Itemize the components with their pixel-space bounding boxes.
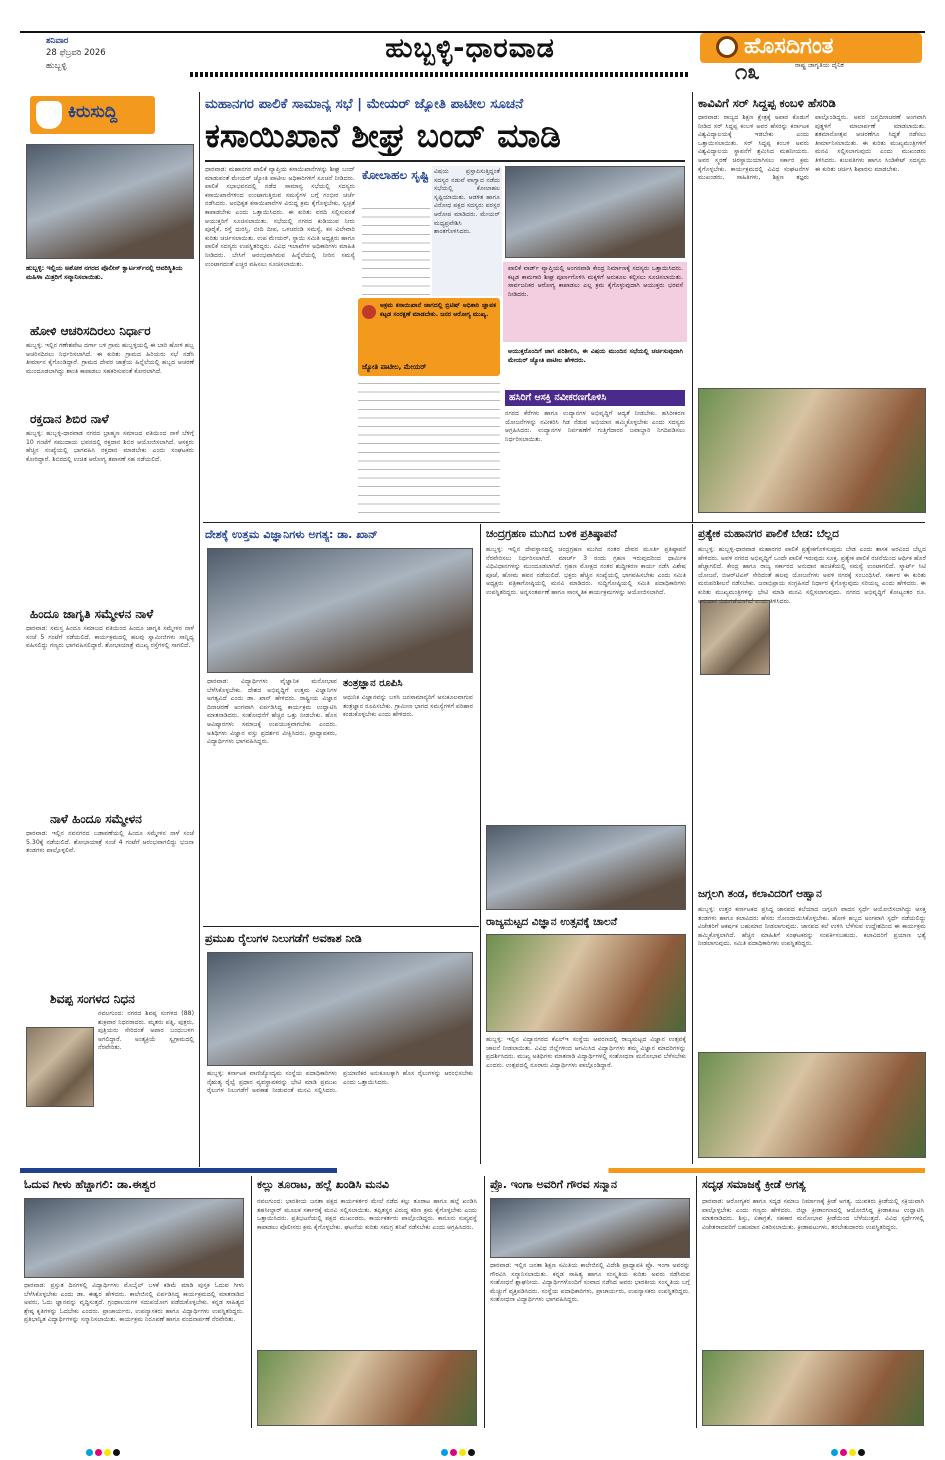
koolahala-label: ಕೋಲಾಹಲ ಸೃಷ್ಟಿ — [362, 168, 429, 182]
column-divider — [484, 1176, 485, 1428]
lead-rule — [205, 160, 685, 162]
page-number: ೧೩ — [735, 60, 760, 85]
kirusuddi-column — [22, 92, 197, 1172]
section-divider — [203, 522, 925, 523]
eclipse-photo — [486, 825, 686, 910]
header-day: ಶನಿವಾರ — [46, 36, 69, 46]
brief-title: ರಕ್ತದಾನ ಶಿಬಿರ ನಾಳೆ — [30, 412, 109, 426]
brief-text: ಧಾರವಾಡ: ಇಲ್ಲಿನ ನವನಗರದ ಬಡಾವಣೆಯಲ್ಲಿ ಹಿಂದೂ ಸಮ್ಮೇಳನ ನಾಳೆ ಸಂಜೆ 5.30ಕ್ಕೆ ನಡೆಯಲಿದೆ. ಶೋಭಾಯಾತ್ರೆ ಸಂಜೆ 4 ಗಂಟೆಗೆ ಆರಂಭವಾಗಲಿದ್ದು ಭಜನಾ ತಂಡಗಳು ಪಾಲ್ಗೊಳ್ಳಲಿವೆ. — [26, 830, 194, 855]
quote-text: ಅಕ್ರಮ ಕಸಾಯಿಖಾನೆ ಜಾಗದಲ್ಲಿ ಬ್ರಿಟಿಷ್ ಅಧಿಕಾರಿ ಜ್ಞಾಪಕ ಕಟ್ಟಡ ಸಂರಕ್ಷಣೆ ಮಾಡಬೇಕು. ಜನರ ಆರೋಗ್ಯ ಮುಖ್ಯ. — [380, 302, 496, 318]
lead-photo — [505, 166, 685, 258]
bottom-story-photo — [24, 1198, 244, 1278]
brief-title: ಶಿವಪ್ಪ ಸಂಗಳದ ನಿಧನ — [50, 992, 135, 1006]
print-registration-marks — [85, 1441, 121, 1460]
header-date: 28 ಫೆಬ್ರವರಿ 2026 — [46, 48, 106, 58]
railway-text: ಹುಬ್ಬಳ್ಳಿ: ಕರ್ನಾಟಕ ವಾಣಿಜ್ಯೋದ್ಯಮ ಸಂಸ್ಥೆಯ ಪದಾಧಿಕಾರಿಗಳು ನೈಋತ್ಯ ರೈಲ್ವೆ ಪ್ರಧಾನ ವ್ಯವಸ್ಥಾಪಕರನ್ನು ಭೇಟಿ ಮಾಡಿ ಪ್ರಮುಖ ರೈಲುಗಳ ನಿಲುಗಡೆಗೆ ಅವಕಾಶ ನೀಡುವಂತೆ ಮನವಿ ಸಲ್ಲಿಸಿದರು. ಪ್ರಯಾಣಿಕರ ಅನುಕೂಲಕ್ಕಾಗಿ ಹೊಸ ರೈಲುಗಳನ್ನು ಆರಂಭಿಸಬೇಕು ಎಂದು ಒತ್ತಾಯಿಸಿದರು. — [207, 1070, 473, 1095]
palike-title: ಪ್ರತ್ಯೇಕ ಮಹಾನಗರ ಪಾಲಿಕೆ ಬೇಡ: ಬೆಲ್ಲದ — [698, 528, 839, 540]
railway-title: ಪ್ರಮುಖ ರೈಲುಗಳ ನಿಲುಗಡೆಗೆ ಅವಕಾಶ ನೀಡಿ — [205, 932, 362, 945]
scientists-text: ಧಾರವಾಡ: ವಿದ್ಯಾರ್ಥಿಗಳು ವೈಜ್ಞಾನಿಕ ಮನೋಭಾವ ಬೆಳೆಸಿಕೊಳ್ಳಬೇಕು. ದೇಶದ ಅಭಿವೃದ್ಧಿಗೆ ಉತ್ತಮ ವಿಜ್ಞಾನಿಗಳ ಅಗತ್ಯವಿದೆ ಎಂದು ಡಾ. ಖಾನ್ ಹೇಳಿದರು. ರಾಷ್ಟ್ರೀಯ ವಿಜ್ಞಾನ ದಿನಾಚರಣೆ ಅಂಗವಾಗಿ ಏರ್ಪಡಿಸಿದ್ದ ಕಾರ್ಯಕ್ರಮ ಉದ್ಘಾಟಿಸಿ ಮಾತನಾಡಿದರು. ಸಂಶೋಧನೆಗೆ ಹೆಚ್ಚಿನ ಒತ್ತು ನೀಡಬೇಕು. ಹೊಸ ಆವಿಷ್ಕಾರಗಳು ಸಮಾಜಕ್ಕೆ ಉಪಯುಕ್ತವಾಗಬೇಕು ಎಂದರು. ಅತಿಥಿಗಳು ವಿಜ್ಞಾನ ವಸ್ತು ಪ್ರದರ್ಶನ ವೀಕ್ಷಿಸಿದರು. ಪ್ರಾಧ್ಯಾಪಕರು, ವಿದ್ಯಾರ್ಥಿಗಳು ಭಾಗವಹಿಸಿದ್ದರು. — [207, 678, 337, 746]
column-divider — [480, 524, 481, 1164]
bottom-divider-bar — [20, 1168, 925, 1173]
kavivi-text: ಧಾರವಾಡ: ರಾಜ್ಯದ ಶಿಕ್ಷಣ ಕ್ಷೇತ್ರಕ್ಕೆ ಅಪಾರ ಕೊಡುಗೆ ನೀಡಿದ ಸರ್ ಸಿದ್ದಪ್ಪ ಕಂಬಳಿ ಅವರ ಹೆಸರನ್ನು ಕರ್ನಾಟಕ ವಿಶ್ವವಿದ್ಯಾಲಯಕ್ಕೆ ಇಡಬೇಕು ಎಂದು ಒತ್ತಾಯಿಸಲಾಯಿತು. ಸರ್ ಸಿದ್ದಪ್ಪ ಕಂಬಳಿ ಅವರು ವಿಶ್ವವಿದ್ಯಾಲಯ ಸ್ಥಾಪನೆಗೆ ಶ್ರಮಿಸಿದ ಮಹನೀಯರು. ಅವರ ಸ್ಮರಣೆ ಚಿರಸ್ಥಾಯಿಯಾಗಿಸಲು ಸರ್ಕಾರ ಕ್ರಮ ಕೈಗೊಳ್ಳಬೇಕು. ಕಾರ್ಯಕ್ರಮದಲ್ಲಿ ವಿವಿಧ ಸಂಘಟನೆಗಳ ಮುಖಂಡರು, ಸಾಹಿತಿಗಳು, ಶಿಕ್ಷಣ ತಜ್ಞರು ಪಾಲ್ಗೊಂಡಿದ್ದರು. ಅವರ ಜನ್ಮದಿನಾಚರಣೆ ಅಂಗವಾಗಿ ಪುತ್ಥಳಿಗೆ ಮಾಲಾರ್ಪಣೆ ಮಾಡಲಾಯಿತು. ಶತಮಾನೋತ್ಸವ ಆಚರಣೆಗೂ ಸಿದ್ಧತೆ ನಡೆಸಲು ತೀರ್ಮಾನಿಸಲಾಯಿತು. ಈ ಕುರಿತು ಮುಖ್ಯಮಂತ್ರಿಗಳಿಗೆ ಮನವಿ ಸಲ್ಲಿಸಲಾಗುವುದು ಎಂದು ಮುಖಂಡರು ತಿಳಿಸಿದರು. ಕುಲಪತಿಗಳು ಹಾಗೂ ಸಿಂಡಿಕೇಟ್ ಸದಸ್ಯರು ಈ ಕುರಿತು ಚರ್ಚಿಸಿ ಶಿಫಾರಸು ಮಾಡಬೇಕು. — [698, 114, 926, 182]
palike-text: ಹುಬ್ಬಳ್ಳಿ: ಹುಬ್ಬಳ್ಳಿ-ಧಾರವಾಡ ಮಹಾನಗರ ಪಾಲಿಕೆ ಪ್ರತ್ಯೇಕಗೊಳಿಸುವುದು ಬೇಡ ಎಂದು ಶಾಸಕ ಅರವಿಂದ ಬೆಲ್ಲದ ಹೇಳಿದರು. ಅವಳಿ ನಗರದ ಅಭಿವೃದ್ಧಿಗೆ ಒಂದೇ ಪಾಲಿಕೆ ಇರುವುದು ಸೂಕ್ತ. ಪ್ರತ್ಯೇಕ ಪಾಲಿಕೆ ರಚನೆಯಿಂದ ಆರ್ಥಿಕ ಹೊರೆ ಹೆಚ್ಚಾಗಲಿದೆ. ಕೇಂದ್ರ ಹಾಗೂ ರಾಜ್ಯ ಸರ್ಕಾರದ ಅನುದಾನ ಹಂಚಿಕೆಯಲ್ಲಿ ಸಮಸ್ಯೆ ಉಂಟಾಗಲಿದೆ. ಸ್ಮಾರ್ಟ್ ಸಿಟಿ ಯೋಜನೆ, ಬಿಆರ್‌ಟಿಎಸ್ ಸೇರಿದಂತೆ ಹಲವು ಯೋಜನೆಗಳು ಅವಳಿ ನಗರಕ್ಕೆ ಸಂಬಂಧಿಸಿವೆ. ಸರ್ಕಾರ ಈ ಕುರಿತು ಮರುಪರಿಶೀಲನೆ ನಡೆಸಬೇಕು. ಜನಾಭಿಪ್ರಾಯ ಸಂಗ್ರಹಿಸದೆ ನಿರ್ಧಾರ ಕೈಗೊಳ್ಳುವುದು ಸರಿಯಲ್ಲ ಎಂದು ಹೇಳಿದರು. ಈ ಕುರಿತು ಮುಖ್ಯಮಂತ್ರಿಗಳನ್ನು ಭೇಟಿ ಮಾಡಿ ಮನವಿ ಸಲ್ಲಿಸಲಾಗುವುದು. ನಗರದ ಅಭಿವೃದ್ಧಿಗೆ ಕೋಟ್ಯಂತರ ರೂ. ಅನುದಾನ ಬಿಡುಗಡೆಯಾಗಿದೆ ಎಂದು ತಿಳಿಸಿದರು. — [698, 546, 926, 605]
bottom-story-title: ಓದುವ ಗೀಳು ಹೆಚ್ಚಾಗಲಿ: ಡಾ.ಈಶ್ವರ — [24, 1178, 156, 1191]
bottom-story — [488, 1178, 693, 1428]
bottom-story-photo — [490, 1198, 690, 1258]
section-underline — [190, 72, 690, 77]
brief-text: ನವಲಗುಂದ: ನಗರದ ಶಿವಪ್ಪ ಸಂಗಳದ (88) ಶುಕ್ರವಾರ ನಿಧನರಾದರು. ಮೃತರು ಪತ್ನಿ, ಪುತ್ರರು, ಪುತ್ರಿಯರು ಸೇರಿದಂತೆ ಅಪಾರ ಬಂಧುಬಳಗ ಅಗಲಿದ್ದಾರೆ. ಅಂತ್ಯಕ್ರಿಯೆ ಸ್ವಗ್ರಾಮದಲ್ಲಿ ನೆರವೇರಿತು. — [98, 1010, 194, 1052]
column-divider — [251, 1176, 252, 1428]
bottom-story-text: ನವಲಗುಂದ: ಭಾರತೀಯ ಜನತಾ ಪಕ್ಷದ ಕಾರ್ಯಕರ್ತರ ಮೇಲೆ ನಡೆದ ಕಲ್ಲು ತೂರಾಟ ಹಾಗೂ ಹಲ್ಲೆ ಖಂಡಿಸಿ ತಹಸೀಲ್ದಾರ್ ಮೂಲಕ ಸರ್ಕಾರಕ್ಕೆ ಮನವಿ ಸಲ್ಲಿಸಲಾಯಿತು. ತಪ್ಪಿತಸ್ಥರ ವಿರುದ್ಧ ಕಠಿಣ ಕ್ರಮ ಕೈಗೊಳ್ಳಬೇಕು ಎಂದು ಒತ್ತಾಯಿಸಿದರು. ಪ್ರತಿಭಟನೆಯಲ್ಲಿ ಪಕ್ಷದ ಮುಖಂಡರು, ಕಾರ್ಯಕರ್ತರು ಪಾಲ್ಗೊಂಡಿದ್ದರು. ಕಾನೂನು ಸುವ್ಯವಸ್ಥೆ ಕಾಪಾಡಲು ಪೊಲೀಸರು ಕ್ರಮ ಕೈಗೊಳ್ಳಬೇಕು. ಘಟನೆಯ ಕುರಿತು ಸಮಗ್ರ ತನಿಖೆ ನಡೆಸಬೇಕು ಎಂದು ಆಗ್ರಹಿಸಿದರು. — [257, 1198, 477, 1231]
hand-icon — [36, 101, 62, 129]
kirusuddi-photo-caption: ಹುಬ್ಬಳ್ಳಿ: ಇಲ್ಲಿಯ ಅಶೋಕ ನಗರದ ಪೊಲೀಸ್ ಕ್ವಾರ್ಟರ್ಸ್‌ನಲ್ಲಿ ಆವರಿಸ್ಥಿತಿಯ ಮಹಿಳಾ ಮಿತ್ರರಿಗೆ ಸನ್ಮಾನಿಸಲಾಯಿತು. — [26, 264, 183, 281]
page-header — [0, 0, 945, 88]
brand-logo-icon — [716, 36, 738, 58]
bottom-story-text: ಧಾರವಾಡ: ಪ್ರಸ್ತುತ ದಿನಗಳಲ್ಲಿ ವಿದ್ಯಾರ್ಥಿಗಳು ಮೊಬೈಲ್ ಬಳಕೆ ಕಡಿಮೆ ಮಾಡಿ ಪುಸ್ತಕ ಓದುವ ಗೀಳು ಬೆಳೆಸಿಕೊಳ್ಳಬೇಕು ಎಂದು ಡಾ. ಈಶ್ವರ ಹೇಳಿದರು. ಕಾಲೇಜಿನಲ್ಲಿ ಏರ್ಪಡಿಸಿದ್ದ ಕಾರ್ಯಕ್ರಮದಲ್ಲಿ ಮಾತನಾಡಿದ ಅವರು, ಓದು ಜ್ಞಾನವನ್ನು ವೃದ್ಧಿಸುತ್ತದೆ. ಗ್ರಂಥಾಲಯಗಳ ಸದುಪಯೋಗ ಪಡೆದುಕೊಳ್ಳಬೇಕು. ಕನ್ನಡ ಸಾಹಿತ್ಯದ ಶ್ರೇಷ್ಠ ಕೃತಿಗಳನ್ನು ಓದಬೇಕು ಎಂದರು. ಪ್ರಾಚಾರ್ಯರು, ಉಪನ್ಯಾಸಕರು ಹಾಗೂ ವಿದ್ಯಾರ್ಥಿಗಳು ಉಪಸ್ಥಿತರಿದ್ದರು. ಪ್ರತಿಭಾನ್ವಿತ ವಿದ್ಯಾರ್ಥಿಗಳನ್ನು ಸನ್ಮಾನಿಸಲಾಯಿತು. ಕಾರ್ಯಕ್ರಮ ನಿರೂಪಣೆ ಹಾಗೂ ವಂದನಾರ್ಪಣೆ ನೆರವೇರಿತು. — [24, 1282, 244, 1324]
vijnana-text: ಹುಬ್ಬಳ್ಳಿ: ಇಲ್ಲಿನ ವಿದ್ಯಾನಗರದ ಕೆಎಲ್‌ಇ ಸಂಸ್ಥೆಯ ಆವರಣದಲ್ಲಿ ರಾಜ್ಯಮಟ್ಟದ ವಿಜ್ಞಾನ ಉತ್ಸವಕ್ಕೆ ಚಾಲನೆ ನೀಡಲಾಯಿತು. ವಿವಿಧ ಜಿಲ್ಲೆಗಳಿಂದ ಆಗಮಿಸಿದ ವಿದ್ಯಾರ್ಥಿಗಳು ತಮ್ಮ ವಿಜ್ಞಾನ ಮಾದರಿಗಳನ್ನು ಪ್ರದರ್ಶಿಸಿದರು. ಮುಖ್ಯ ಅತಿಥಿಗಳು ಮಾತನಾಡಿ ವಿದ್ಯಾರ್ಥಿಗಳಲ್ಲಿ ಸಂಶೋಧನಾ ಮನೋಭಾವ ಬೆಳೆಸಬೇಕು ಎಂದರು. ಉತ್ಸವದಲ್ಲಿ ನೂರಾರು ವಿದ್ಯಾರ್ಥಿಗಳು ಪಾಲ್ಗೊಂಡಿದ್ದಾರೆ. — [486, 1036, 686, 1069]
scientists-subtext: ಆಧುನಿಕ ವಿಜ್ಞಾನವನ್ನು ಬಳಸಿ ಜನಸಾಮಾನ್ಯರಿಗೆ ಅನುಕೂಲವಾಗುವ ತಂತ್ರಜ್ಞಾನ ರೂಪಿಸಬೇಕು. ಗ್ರಾಮೀಣ ಭಾಗದ ಸಮಸ್ಯೆಗಳಿಗೆ ಪರಿಹಾರ ಕಂಡುಕೊಳ್ಳಬೇಕು ಎಂದು ಹೇಳಿದರು. — [343, 694, 473, 719]
lead-kicker: ಮಹಾನಗರ ಪಾಲಿಕೆ ಸಾಮಾನ್ಯ ಸಭೆ | ಮೇಯರ್ ಜ್ಯೋತಿ ಪಾಟೀಲ ಸೂಚನೆ — [205, 96, 524, 112]
bottom-story-text: ಧಾರವಾಡ: ಇಲ್ಲಿನ ಜನತಾ ಶಿಕ್ಷಣ ಸಮಿತಿಯ ಕಾಲೇಜಿನಲ್ಲಿ ವಿದೇಶಿ ಪ್ರಾಧ್ಯಾಪಕಿ ಪ್ರೊ. ಇಂಗಾ ಅವರನ್ನು ಗೌರವಿಸಿ ಸನ್ಮಾನಿಸಲಾಯಿತು. ಕನ್ನಡ ಸಾಹಿತ್ಯ ಹಾಗೂ ಸಂಸ್ಕೃತಿಯ ಕುರಿತು ಅವರು ನಡೆಸಿರುವ ಸಂಶೋಧನೆ ಶ್ಲಾಘನೀಯ. ವಿದ್ಯಾರ್ಥಿಗಳೊಂದಿಗೆ ಸಂವಾದ ನಡೆಸಿದ ಅವರು ಭಾರತೀಯ ಸಂಸ್ಕೃತಿಯ ಬಗ್ಗೆ ಮೆಚ್ಚುಗೆ ವ್ಯಕ್ತಪಡಿಸಿದರು. ಸಂಸ್ಥೆಯ ಪದಾಧಿಕಾರಿಗಳು, ಪ್ರಾಚಾರ್ಯರು, ಉಪನ್ಯಾಸಕರು ಉಪಸ್ಥಿತರಿದ್ದರು. ಸಂಶೋಧನಾ ವಿದ್ಯಾರ್ಥಿಗಳು ಭಾಗವಹಿಸಿದ್ದರು. — [490, 1262, 690, 1304]
scientists-title: ದೇಶಕ್ಕೆ ಉತ್ತಮ ವಿಜ್ಞಾನಿಗಳು ಅಗತ್ಯ: ಡಾ. ಖಾನ್ — [205, 528, 378, 541]
kirusuddi-title: ಕಿರುಸುದ್ದಿ — [68, 102, 118, 122]
column-divider — [692, 524, 693, 1164]
brand-name: ಹೊಸದಿಗಂತ — [744, 34, 834, 59]
column-divider — [692, 92, 693, 522]
section-divider — [203, 926, 479, 927]
column-divider — [199, 92, 200, 1167]
scientists-subtitle: ತಂತ್ರಜ್ಞಾನ ರೂಪಿಸಿ — [343, 678, 403, 689]
quote-author: ಜ್ಯೋತಿ ಪಾಟೀಲ, ಮೇಯರ್ — [362, 363, 427, 371]
lead-text-col2 — [362, 205, 430, 297]
jaggalagi-title: ಜಗ್ಗಲಗಿ ತಂಡ, ಕಲಾವಿದರಿಗೆ ಆಹ್ವಾನ — [698, 888, 822, 900]
bullet-text-1: ಪಾಲಿಕೆ ವಾರ್ಡ್ ವ್ಯಾಪ್ತಿಯಲ್ಲಿ ಅಂಗನವಾಡಿ ಕೇಂದ್ರ ನಿರ್ಮಾಣಕ್ಕೆ ಸದಸ್ಯರು ಒತ್ತಾಯಿಸಿದರು. ಕಟ್ಟಡ ಕಾಮಗಾರಿ ಶೀಘ್ರ ಪೂರ್ಣಗೊಳಿಸಿ ಮಕ್ಕಳಿಗೆ ಅನುಕೂಲ ಕಲ್ಪಿಸಲು ಸೂಚಿಸಲಾಯಿತು. ಸಾರ್ವಜನಿಕರ ಆರೋಗ್ಯ ಕಾಪಾಡಲು ಎಲ್ಲ ಕ್ರಮ ಕೈಗೊಳ್ಳುವುದಾಗಿ ಆಯುಕ್ತರು ಭರವಸೆ ನೀಡಿದರು. — [508, 265, 683, 298]
column-divider — [696, 1176, 697, 1428]
bottom-story — [700, 1178, 926, 1428]
brief-title: ನಾಳೆ ಹಿಂದೂ ಸಮ್ಮೇಳನ — [50, 812, 142, 826]
print-registration-marks — [830, 1441, 866, 1460]
vijnana-title: ರಾಜ್ಯಮಟ್ಟದ ವಿಜ್ಞಾನ ಉತ್ಸವಕ್ಕೆ ಚಾಲನೆ — [486, 916, 618, 928]
bottom-story-photo — [257, 1350, 477, 1426]
bottom-story-photo — [702, 1350, 924, 1426]
brief-text: ಹುಬ್ಬಳ್ಳಿ: ಇಲ್ಲಿನ ಗಣೇಶಪೇಟ ದರ್ಗಾ ಬಳಿ ಗ್ರಾಮ ಹುಬ್ಬಳ್ಳಿಯಲ್ಲಿ ಈ ಬಾರಿ ಹೋಳಿ ಹಬ್ಬ ಆಚರಿಸದಿರಲು ನಿರ್ಧರಿಸಲಾಗಿದೆ. ಈ ಕುರಿತು ಗ್ರಾಮದ ಹಿರಿಯರು ಸಭೆ ನಡೆಸಿ ತೀರ್ಮಾನ ಕೈಗೊಂಡಿದ್ದಾರೆ. ಗ್ರಾಮದ ದೇವರ ಜಾತ್ರೆಯ ಹಿನ್ನೆಲೆಯಲ್ಲಿ ಹಬ್ಬದ ಆಚರಣೆ ಮುಂದೂಡಲಾಗಿದ್ದು ಶಾಂತಿ ಕಾಪಾಡಲು ಸಹಕರಿಸುವಂತೆ ಕೋರಲಾಗಿದೆ. — [26, 342, 194, 375]
obituary-photo — [26, 1027, 94, 1107]
scientists-photo — [207, 548, 473, 673]
lead-text-col3 — [358, 380, 500, 516]
hasi-text: ನಗರದ ಕೆರೆಗಳು ಹಾಗೂ ಉದ್ಯಾನಗಳ ಅಭಿವೃದ್ಧಿಗೆ ಆದ್ಯತೆ ನೀಡಬೇಕು. ಹಸಿರೀಕರಣ ಯೋಜನೆಗಳನ್ನು ನವೀಕರಿಸಿ ಗಿಡ ನೆಡುವ ಅಭಿಯಾನ ಹಮ್ಮಿಕೊಳ್ಳಬೇಕು ಎಂದು ಸದಸ್ಯರು ಆಗ್ರಹಿಸಿದರು. ಉದ್ಯಾನಗಳ ನಿರ್ವಹಣೆಗೆ ಗುತ್ತಿಗೆದಾರರ ಜವಾಬ್ದಾರಿ ನಿಗದಿಪಡಿಸಲು ನಿರ್ಧರಿಸಲಾಯಿತು. — [505, 410, 685, 443]
brief-text: ಧಾರವಾಡ: ಸಮಸ್ತ ಹಿಂದೂ ಸಮಾಜದ ವತಿಯಿಂದ ಹಿಂದೂ ಜಾಗೃತಿ ಸಮ್ಮೇಳನ ನಾಳೆ ಸಂಜೆ 5 ಗಂಟೆಗೆ ನಡೆಯಲಿದೆ. ಕಾರ್ಯಕ್ರಮದಲ್ಲಿ ಹಲವು ಸ್ವಾಮೀಜಿಗಳು ಸಾನ್ನಿಧ್ಯ ವಹಿಸಲಿದ್ದು ಗಣ್ಯರು ಭಾಗವಹಿಸಲಿದ್ದಾರೆ. ಶೋಭಾಯಾತ್ರೆ ಮುಖ್ಯ ರಸ್ತೆಗಳಲ್ಲಿ ಸಾಗಲಿದೆ. — [26, 625, 194, 650]
brief-text: ಹುಬ್ಬಳ್ಳಿ: ಹುಬ್ಬಳ್ಳಿ-ಧಾರವಾಡ ನಗರದ ಬ್ರಾಹ್ಮಣ ಸಮಾಜದ ವತಿಯಿಂದ ನಾಳೆ ಬೆಳಿಗ್ಗೆ 10 ಗಂಟೆಗೆ ಸಮುದಾಯ ಭವನದಲ್ಲಿ ರಕ್ತದಾನ ಶಿಬಿರ ಆಯೋಜಿಸಲಾಗಿದೆ. ಆಸಕ್ತರು ಹೆಚ್ಚಿನ ಸಂಖ್ಯೆಯಲ್ಲಿ ಭಾಗವಹಿಸಿ ರಕ್ತದಾನ ಮಾಡಬೇಕು ಎಂದು ಸಂಘಟಕರು ಕೋರಿದ್ದಾರೆ. ಶಿಬಿರದಲ್ಲಿ ಉಚಿತ ಆರೋಗ್ಯ ತಪಾಸಣೆ ಸಹ ನಡೆಯಲಿದೆ. — [26, 430, 194, 463]
bottom-story — [22, 1178, 247, 1428]
bottom-story-title: ಕಲ್ಲು ತೂರಾಟ, ಹಲ್ಲೆ ಖಂಡಿಸಿ ಮನವಿ — [257, 1178, 389, 1191]
lead-text: ಧಾರವಾಡ: ಮಹಾನಗರ ಪಾಲಿಕೆ ವ್ಯಾಪ್ತಿಯ ಕಸಾಯಿಖಾನೆಗಳನ್ನು ಶೀಘ್ರ ಬಂದ್ ಮಾಡುವಂತೆ ಮೇಯರ್ ಜ್ಯೋತಿ ಪಾಟೀಲ ಅಧಿಕಾರಿಗಳಿಗೆ ಸೂಚನೆ ನೀಡಿದರು. ಪಾಲಿಕೆ ಸಭಾಭವನದಲ್ಲಿ ನಡೆದ ಸಾಮಾನ್ಯ ಸಭೆಯಲ್ಲಿ ಸದಸ್ಯರು ಕಸಾಯಿಖಾನೆಗಳಿಂದ ಉಂಟಾಗುತ್ತಿರುವ ಸಮಸ್ಯೆಗಳ ಬಗ್ಗೆ ಗಂಭೀರ ಚರ್ಚೆ ನಡೆಸಿದರು. ಅನಧಿಕೃತ ಕಸಾಯಿಖಾನೆಗಳ ವಿರುದ್ಧ ಕ್ರಮ ಕೈಗೊಳ್ಳಬೇಕು, ಸ್ವಚ್ಛತೆ ಕಾಪಾಡಬೇಕು ಎಂದು ಒತ್ತಾಯಿಸಿದರು. ಈ ಕುರಿತು ವರದಿ ಸಲ್ಲಿಸುವಂತೆ ಆಯುಕ್ತರಿಗೆ ಸೂಚಿಸಲಾಯಿತು. ಸಭೆಯಲ್ಲಿ ನಗರದ ಕುಡಿಯುವ ನೀರು ಪೂರೈಕೆ, ರಸ್ತೆ ದುರಸ್ತಿ, ಬೀದಿ ದೀಪ, ಒಳಚರಂಡಿ ಸಮಸ್ಯೆ, ಕಸ ವಿಲೇವಾರಿ ಕುರಿತು ಚರ್ಚಿಸಲಾಯಿತು. ಉಪ ಮೇಯರ್, ಸ್ಥಾಯಿ ಸಮಿತಿ ಅಧ್ಯಕ್ಷರು ಹಾಗೂ ಪಾಲಿಕೆ ಸದಸ್ಯರು ಉಪಸ್ಥಿತರಿದ್ದರು. ವಿವಿಧ ಇಲಾಖೆಗಳ ಅಧಿಕಾರಿಗಳು ಮಾಹಿತಿ ನೀಡಿದರು. ಬೇಸಿಗೆ ಆರಂಭವಾಗಿರುವ ಹಿನ್ನೆಲೆಯಲ್ಲಿ ನೀರಿನ ಸಮಸ್ಯೆ ಉಂಟಾಗದಂತೆ ಎಚ್ಚರ ವಹಿಸಲು ಸೂಚಿಸಲಾಯಿತು. — [205, 166, 355, 268]
vijnana-photo — [486, 934, 686, 1032]
hasi-title: ಹಸಿರಿಗೆ ಆಸಕ್ತಿ ನವೀಕರಣಗೊಳಿಸಿ — [505, 390, 685, 406]
bottom-story-text: ಧಾರವಾಡ: ಆರೋಗ್ಯಕರ ಹಾಗೂ ಸದೃಢ ಸಮಾಜ ನಿರ್ಮಾಣಕ್ಕೆ ಕ್ರೀಡೆ ಅಗತ್ಯ. ಯುವಕರು ಕ್ರೀಡೆಯಲ್ಲಿ ಸಕ್ರಿಯವಾಗಿ ಪಾಲ್ಗೊಳ್ಳಬೇಕು ಎಂದು ಗಣ್ಯರು ಹೇಳಿದರು. ಜಿಲ್ಲಾ ಕ್ರೀಡಾಂಗಣದಲ್ಲಿ ಆಯೋಜಿಸಿದ್ದ ಕ್ರೀಡಾಕೂಟ ಉದ್ಘಾಟಿಸಿ ಮಾತನಾಡಿದರು. ಶಿಸ್ತು, ಏಕಾಗ್ರತೆ, ಸಹಕಾರ ಮನೋಭಾವ ಕ್ರೀಡೆಯಿಂದ ಬೆಳೆಯುತ್ತದೆ. ವಿವಿಧ ಸ್ಪರ್ಧೆಗಳಲ್ಲಿ ವಿಜೇತರಾದವರಿಗೆ ಬಹುಮಾನ ವಿತರಿಸಲಾಯಿತು. ಕ್ರೀಡಾಪಟುಗಳು, ತರಬೇತುದಾರರು ಉಪಸ್ಥಿತರಿದ್ದರು. — [702, 1198, 924, 1231]
bottom-story-title: ಸದೃಢ ಸಮಾಜಕ್ಕೆ ಕ್ರೀಡೆ ಅಗತ್ಯ — [702, 1178, 806, 1191]
eclipse-text: ಹುಬ್ಬಳ್ಳಿ: ಇಲ್ಲಿನ ದೇವಸ್ಥಾನದಲ್ಲಿ ಚಂದ್ರಗ್ರಹಣ ಮುಗಿದ ನಂತರ ದೇವರ ಮೂರ್ತಿ ಪ್ರತಿಷ್ಠಾಪನೆ ನೆರವೇರಿಸಲು ನಿರ್ಧರಿಸಲಾಗಿದೆ. ಮಾರ್ಚ್ 3 ರಂದು ಗ್ರಹಣ ಇರುವುದರಿಂದ ಧಾರ್ಮಿಕ ವಿಧಿವಿಧಾನಗಳನ್ನು ಮುಂದೂಡಲಾಗಿದೆ. ಗ್ರಹಣ ಮೋಕ್ಷದ ನಂತರ ಶುದ್ಧೀಕರಣ ಕಾರ್ಯ ನಡೆಸಿ ವಿಶೇಷ ಪೂಜೆ, ಹೋಮ ಹವನ ನಡೆಯಲಿದೆ. ಭಕ್ತರು ಹೆಚ್ಚಿನ ಸಂಖ್ಯೆಯಲ್ಲಿ ಭಾಗವಹಿಸಬೇಕು ಎಂದು ಸಮಿತಿ ಅಧ್ಯಕ್ಷರು ಪತ್ರಿಕಾಗೋಷ್ಠಿಯಲ್ಲಿ ಮನವಿ ಮಾಡಿದರು. ಸುದ್ದಿಗೋಷ್ಠಿಯಲ್ಲಿ ಸಮಿತಿ ಪದಾಧಿಕಾರಿಗಳು ಉಪಸ್ಥಿತರಿದ್ದರು. ಅನ್ನಸಂತರ್ಪಣೆ ಹಾಗೂ ಸಾಂಸ್ಕೃತಿಕ ಕಾರ್ಯಕ್ರಮಗಳನ್ನು ಆಯೋಜಿಸಲಾಗಿದೆ. — [486, 546, 686, 596]
bullet-text-2: ಆಯುಕ್ತರೊಂದಿಗೆ ಜಾಗ ಪರಿಶೀಲಿಸಿ, ಈ ವಿಷಯ ಮುಂದಿನ ಸಭೆಯಲ್ಲಿ ಚರ್ಚಿಸುವುದಾಗಿ ಮೇಯರ್ ಜ್ಯೋತಿ ಪಾಟೀಲ ಹೇಳಿದರು. — [508, 348, 683, 364]
print-registration-marks — [440, 1441, 476, 1460]
brief-title: ಹೋಳಿ ಆಚರಿಸದಿರಲು ನಿರ್ಧಾರ — [30, 324, 151, 338]
kirusuddi-photo — [26, 144, 194, 259]
railway-photo — [207, 952, 473, 1066]
kavivi-title: ಕಾವಿವಿಗೆ ಸರ್ ಸಿದ್ದಪ್ಪ ಕಂಬಳಿ ಹೆಸರಿಡಿ — [698, 96, 836, 110]
lead-headline: ಕಸಾಯಿಖಾನೆ ಶೀಘ್ರ ಬಂದ್ ಮಾಡಿ — [205, 116, 561, 155]
quote-marker-icon — [362, 305, 376, 319]
bottom-story — [255, 1178, 480, 1428]
brand-tagline: ರಾಷ್ಟ್ರ ಜಾಗೃತಿಯ ದೈನಿಕ — [795, 61, 844, 69]
kavivi-photo — [698, 388, 926, 513]
koolahala-text: ವಿಷಯ ಪ್ರಸ್ತಾಪಿಸುತ್ತಿದ್ದಂತೆ ಸದಸ್ಯರ ನಡುವೆ ವಾಗ್ವಾದ ನಡೆದು ಸಭೆಯಲ್ಲಿ ಕೋಲಾಹಲ ಸೃಷ್ಟಿಯಾಯಿತು. ಆಡಳಿತ ಹಾಗೂ ವಿರೋಧ ಪಕ್ಷದ ಸದಸ್ಯರು ಪರಸ್ಪರ ಆರೋಪ ಮಾಡಿದರು. ಮೇಯರ್ ಮಧ್ಯಪ್ರವೇಶಿಸಿ ಶಾಂತಗೊಳಿಸಿದರು. — [432, 166, 502, 296]
eclipse-title: ಚಂದ್ರಗ್ರಹಣ ಮುಗಿದ ಬಳಿಕ ಪ್ರತಿಷ್ಠಾಪನೆ — [486, 528, 617, 540]
jaggalagi-text: ಹುಬ್ಬಳ್ಳಿ: ಉತ್ತರ ಕರ್ನಾಟಕದ ಪ್ರಸಿದ್ಧ ಜಾನಪದ ಕಲೆಯಾದ ಜಗ್ಗಲಗಿ ವಾದನ ಸ್ಪರ್ಧೆ ಆಯೋಜಿಸಲಾಗಿದ್ದು ಆಸಕ್ತ ತಂಡಗಳು ಹಾಗೂ ಕಲಾವಿದರು ಹೆಸರು ನೋಂದಾಯಿಸಿಕೊಳ್ಳಬೇಕು. ಹೋಳಿ ಹಬ್ಬದ ಅಂಗವಾಗಿ ಸ್ಪರ್ಧೆ ನಡೆಯಲಿದ್ದು ವಿಜೇತರಿಗೆ ಆಕರ್ಷಕ ಬಹುಮಾನ ನೀಡಲಾಗುವುದು. ಜಾನಪದ ಕಲೆ ಉಳಿಸಿ ಬೆಳೆಸುವ ಉದ್ದೇಶದಿಂದ ಈ ಕಾರ್ಯಕ್ರಮ ಹಮ್ಮಿಕೊಳ್ಳಲಾಗಿದೆ. ಹೆಚ್ಚಿನ ಮಾಹಿತಿಗೆ ಸಂಘಟಕರನ್ನು ಸಂಪರ್ಕಿಸಬಹುದು. ಕಲಾವಿದರಿಗೆ ಪ್ರಯಾಣ ಭತ್ಯೆ ನೀಡಲಾಗುವುದು. ಸಮಿತಿ ಪದಾಧಿಕಾರಿಗಳು ಉಪಸ್ಥಿತರಿದ್ದರು. — [698, 906, 926, 948]
header-city: ಹುಬ್ಬಳ್ಳಿ — [46, 61, 67, 71]
brief-title: ಹಿಂದೂ ಜಾಗೃತಿ ಸಮ್ಮೇಳನ ನಾಳೆ — [30, 607, 154, 621]
jaggalagi-photo — [698, 1052, 926, 1158]
section-title: ಹುಬ್ಬಳ್ಳಿ-ಧಾರವಾಡ — [385, 33, 555, 64]
bottom-story-title: ಪ್ರೊ. ಇಂಗಾ ಅವರಿಗೆ ಗೌರವ ಸನ್ಮಾನ — [490, 1178, 618, 1191]
